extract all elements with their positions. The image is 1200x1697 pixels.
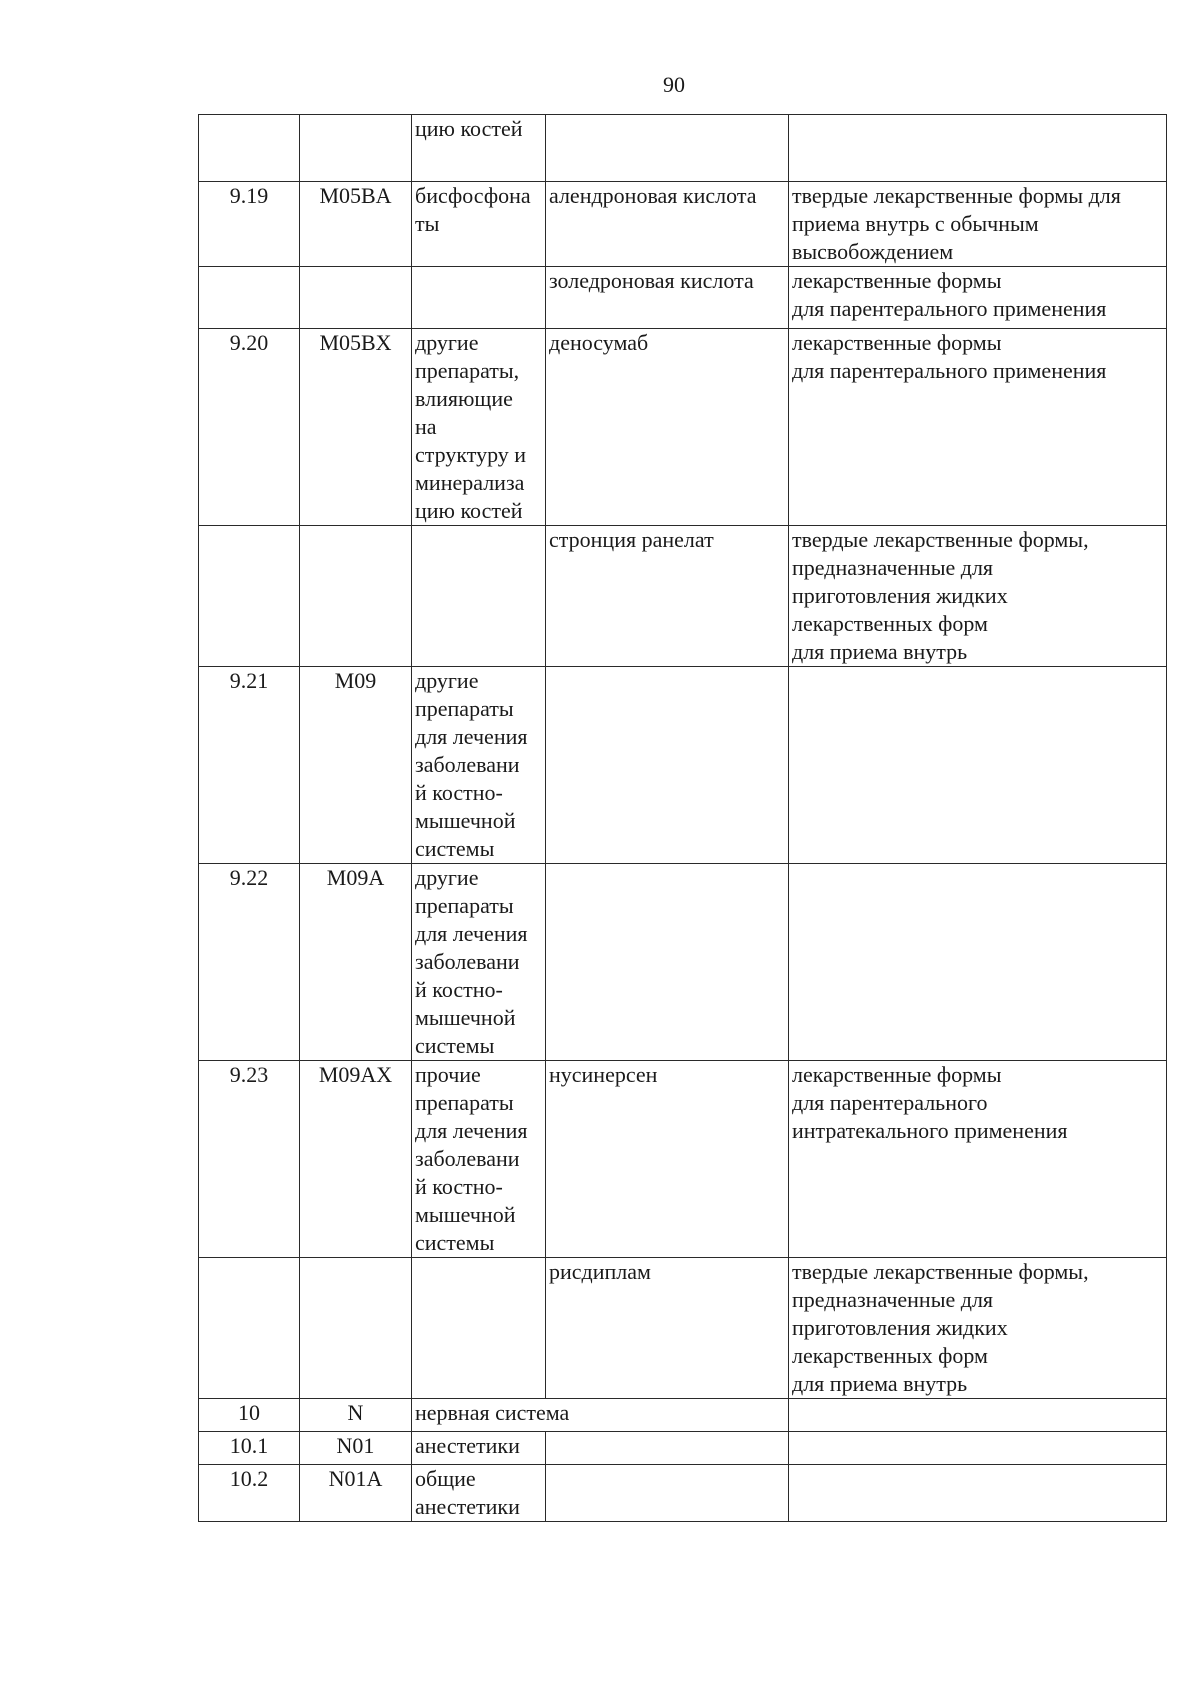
- drug-name-cell-line: деносумаб: [549, 330, 649, 355]
- dosage-form-cell-line: лекарственных форм: [792, 1343, 988, 1368]
- row-number-cell: 9.20: [199, 329, 300, 526]
- page-number: 90: [663, 72, 685, 97]
- table-row: [199, 864, 1167, 1061]
- drug-name-cell: [546, 1258, 789, 1399]
- dosage-form-cell-line: лекарственных форм: [792, 611, 988, 636]
- atc-code-cell: [300, 115, 412, 182]
- row-number-cell: [199, 115, 300, 182]
- table-row: [199, 182, 1167, 267]
- table-row: [199, 1258, 1167, 1399]
- group-name-cell: [412, 267, 546, 329]
- drug-table-body: [199, 115, 1167, 1522]
- group-name-cell-line: заболевани: [415, 752, 520, 777]
- row-number-cell: 10: [199, 1399, 300, 1432]
- dosage-form-cell: [789, 1399, 1167, 1432]
- group-name-cell-line: общие: [415, 1466, 476, 1491]
- dosage-form-cell-line: твердые лекарственные формы,: [792, 527, 1089, 552]
- table-row: [199, 526, 1167, 667]
- atc-code-cell: [300, 1258, 412, 1399]
- dosage-form-cell: [789, 329, 1167, 526]
- drug-name-cell: [546, 1465, 789, 1522]
- dosage-form-cell-line: приема внутрь с обычным: [792, 211, 1039, 236]
- group-name-cell-line: анестетики: [415, 1433, 520, 1458]
- dosage-form-cell: [789, 1465, 1167, 1522]
- group-name-cell-line: системы: [415, 1033, 495, 1058]
- group-name-cell: [412, 667, 546, 864]
- group-name-cell: [412, 1432, 546, 1465]
- group-name-cell: [412, 1465, 546, 1522]
- dosage-form-cell: [789, 115, 1167, 182]
- dosage-form-cell: [789, 1061, 1167, 1258]
- drug-name-cell: [546, 526, 789, 667]
- atc-code-cell: M09A: [300, 864, 412, 1061]
- drug-name-cell: [546, 667, 789, 864]
- group-name-cell-line: мышечной: [415, 1005, 516, 1030]
- dosage-form-cell-line: предназначенные для: [792, 1287, 994, 1312]
- row-number-cell: 10.1: [199, 1432, 300, 1465]
- group-name-cell: [412, 1061, 546, 1258]
- group-name-cell-line: препараты: [415, 893, 514, 918]
- dosage-form-cell-line: для парентерального применения: [792, 296, 1107, 321]
- drug-table: [198, 114, 1167, 1522]
- group-name-cell-line: другие: [415, 330, 479, 355]
- group-name-cell-line: мышечной: [415, 1202, 516, 1227]
- table-row: [199, 667, 1167, 864]
- row-number-cell: 9.21: [199, 667, 300, 864]
- group-name-cell-line: минерализа: [415, 470, 525, 495]
- drug-name-cell: [546, 267, 789, 329]
- group-name-cell-line: й костно-: [415, 780, 503, 805]
- group-name-cell-line: цию костей: [415, 498, 523, 523]
- drug-name-cell: [546, 864, 789, 1061]
- dosage-form-cell-line: для приема внутрь: [792, 639, 968, 664]
- group-name-cell-line: мышечной: [415, 808, 516, 833]
- drug-name-cell: [546, 115, 789, 182]
- group-name-cell-line: препараты: [415, 696, 514, 721]
- group-name-cell-line: препараты: [415, 1090, 514, 1115]
- dosage-form-cell: [789, 667, 1167, 864]
- group-name-cell: [412, 329, 546, 526]
- drug-name-cell-line: рисдиплам: [549, 1259, 651, 1284]
- atc-code-cell: [300, 267, 412, 329]
- group-name-cell: [412, 1399, 789, 1432]
- group-name-cell-line: бисфосфона: [415, 183, 531, 208]
- group-name-cell-line: препараты,: [415, 358, 520, 383]
- atc-code-cell: [300, 526, 412, 667]
- atc-code-cell: M05BA: [300, 182, 412, 267]
- row-number-cell: 9.19: [199, 182, 300, 267]
- group-name-cell: [412, 182, 546, 267]
- drug-name-cell-line: золедроновая кислота: [549, 268, 754, 293]
- dosage-form-cell-line: высвобождением: [792, 239, 954, 264]
- dosage-form-cell: [789, 182, 1167, 267]
- atc-code-cell: N: [300, 1399, 412, 1432]
- dosage-form-cell: [789, 526, 1167, 667]
- row-number-cell: 9.23: [199, 1061, 300, 1258]
- dosage-form-cell-line: для парентерального: [792, 1090, 988, 1115]
- group-name-cell-line: заболевани: [415, 1146, 520, 1171]
- atc-code-cell: N01A: [300, 1465, 412, 1522]
- row-number-cell: [199, 526, 300, 667]
- group-name-cell-line: прочие: [415, 1062, 481, 1087]
- group-name-cell-line: анестетики: [415, 1494, 520, 1519]
- dosage-form-cell-line: предназначенные для: [792, 555, 994, 580]
- group-name-cell-line: заболевани: [415, 949, 520, 974]
- dosage-form-cell-line: лекарственные формы: [792, 1062, 1002, 1087]
- group-name-cell-line: нервная система: [415, 1400, 570, 1425]
- dosage-form-cell: [789, 864, 1167, 1061]
- group-name-cell-line: другие: [415, 865, 479, 890]
- dosage-form-cell-line: для парентерального применения: [792, 358, 1107, 383]
- table-row: [199, 267, 1167, 329]
- drug-name-cell: [546, 329, 789, 526]
- dosage-form-cell: [789, 1258, 1167, 1399]
- drug-name-cell: [546, 1061, 789, 1258]
- dosage-form-cell-line: для приема внутрь: [792, 1371, 968, 1396]
- group-name-cell-line: для лечения: [415, 921, 528, 946]
- dosage-form-cell-line: твердые лекарственные формы,: [792, 1259, 1089, 1284]
- dosage-form-cell-line: твердые лекарственные формы для: [792, 183, 1121, 208]
- dosage-form-cell-line: лекарственные формы: [792, 330, 1002, 355]
- dosage-form-cell: [789, 267, 1167, 329]
- group-name-cell-line: для лечения: [415, 724, 528, 749]
- dosage-form-cell-line: интратекального применения: [792, 1118, 1068, 1143]
- row-number-cell: 10.2: [199, 1465, 300, 1522]
- drug-name-cell-line: алендроновая кислота: [549, 183, 757, 208]
- group-name-cell-line: другие: [415, 668, 479, 693]
- dosage-form-cell-line: приготовления жидких: [792, 1315, 1008, 1340]
- group-name-cell-line: й костно-: [415, 1174, 503, 1199]
- table-row: [199, 329, 1167, 526]
- row-number-cell: 9.22: [199, 864, 300, 1061]
- drug-name-cell-line: стронция ранелат: [549, 527, 714, 552]
- group-name-cell: [412, 115, 546, 182]
- group-name-cell-line: системы: [415, 836, 495, 861]
- atc-code-cell: M09AX: [300, 1061, 412, 1258]
- group-name-cell: [412, 1258, 546, 1399]
- group-name-cell-line: структуру и: [415, 442, 527, 467]
- group-name-cell-line: цию костей: [415, 116, 523, 141]
- group-name-cell-line: й костно-: [415, 977, 503, 1002]
- table-row: [199, 1399, 1167, 1432]
- drug-name-cell-line: нусинерсен: [549, 1062, 658, 1087]
- table-row: [199, 1465, 1167, 1522]
- row-number-cell: [199, 267, 300, 329]
- group-name-cell-line: ты: [415, 211, 440, 236]
- drug-name-cell: [546, 182, 789, 267]
- dosage-form-cell-line: приготовления жидких: [792, 583, 1008, 608]
- table-row: [199, 115, 1167, 182]
- group-name-cell-line: системы: [415, 1230, 495, 1255]
- drug-name-cell: [546, 1432, 789, 1465]
- group-name-cell-line: на: [415, 414, 437, 439]
- atc-code-cell: N01: [300, 1432, 412, 1465]
- dosage-form-cell-line: лекарственные формы: [792, 268, 1002, 293]
- group-name-cell: [412, 526, 546, 667]
- group-name-cell-line: для лечения: [415, 1118, 528, 1143]
- atc-code-cell: M05BX: [300, 329, 412, 526]
- group-name-cell-line: влияющие: [415, 386, 513, 411]
- dosage-form-cell: [789, 1432, 1167, 1465]
- atc-code-cell: M09: [300, 667, 412, 864]
- row-number-cell: [199, 1258, 300, 1399]
- table-row: [199, 1061, 1167, 1258]
- table-row: [199, 1432, 1167, 1465]
- group-name-cell: [412, 864, 546, 1061]
